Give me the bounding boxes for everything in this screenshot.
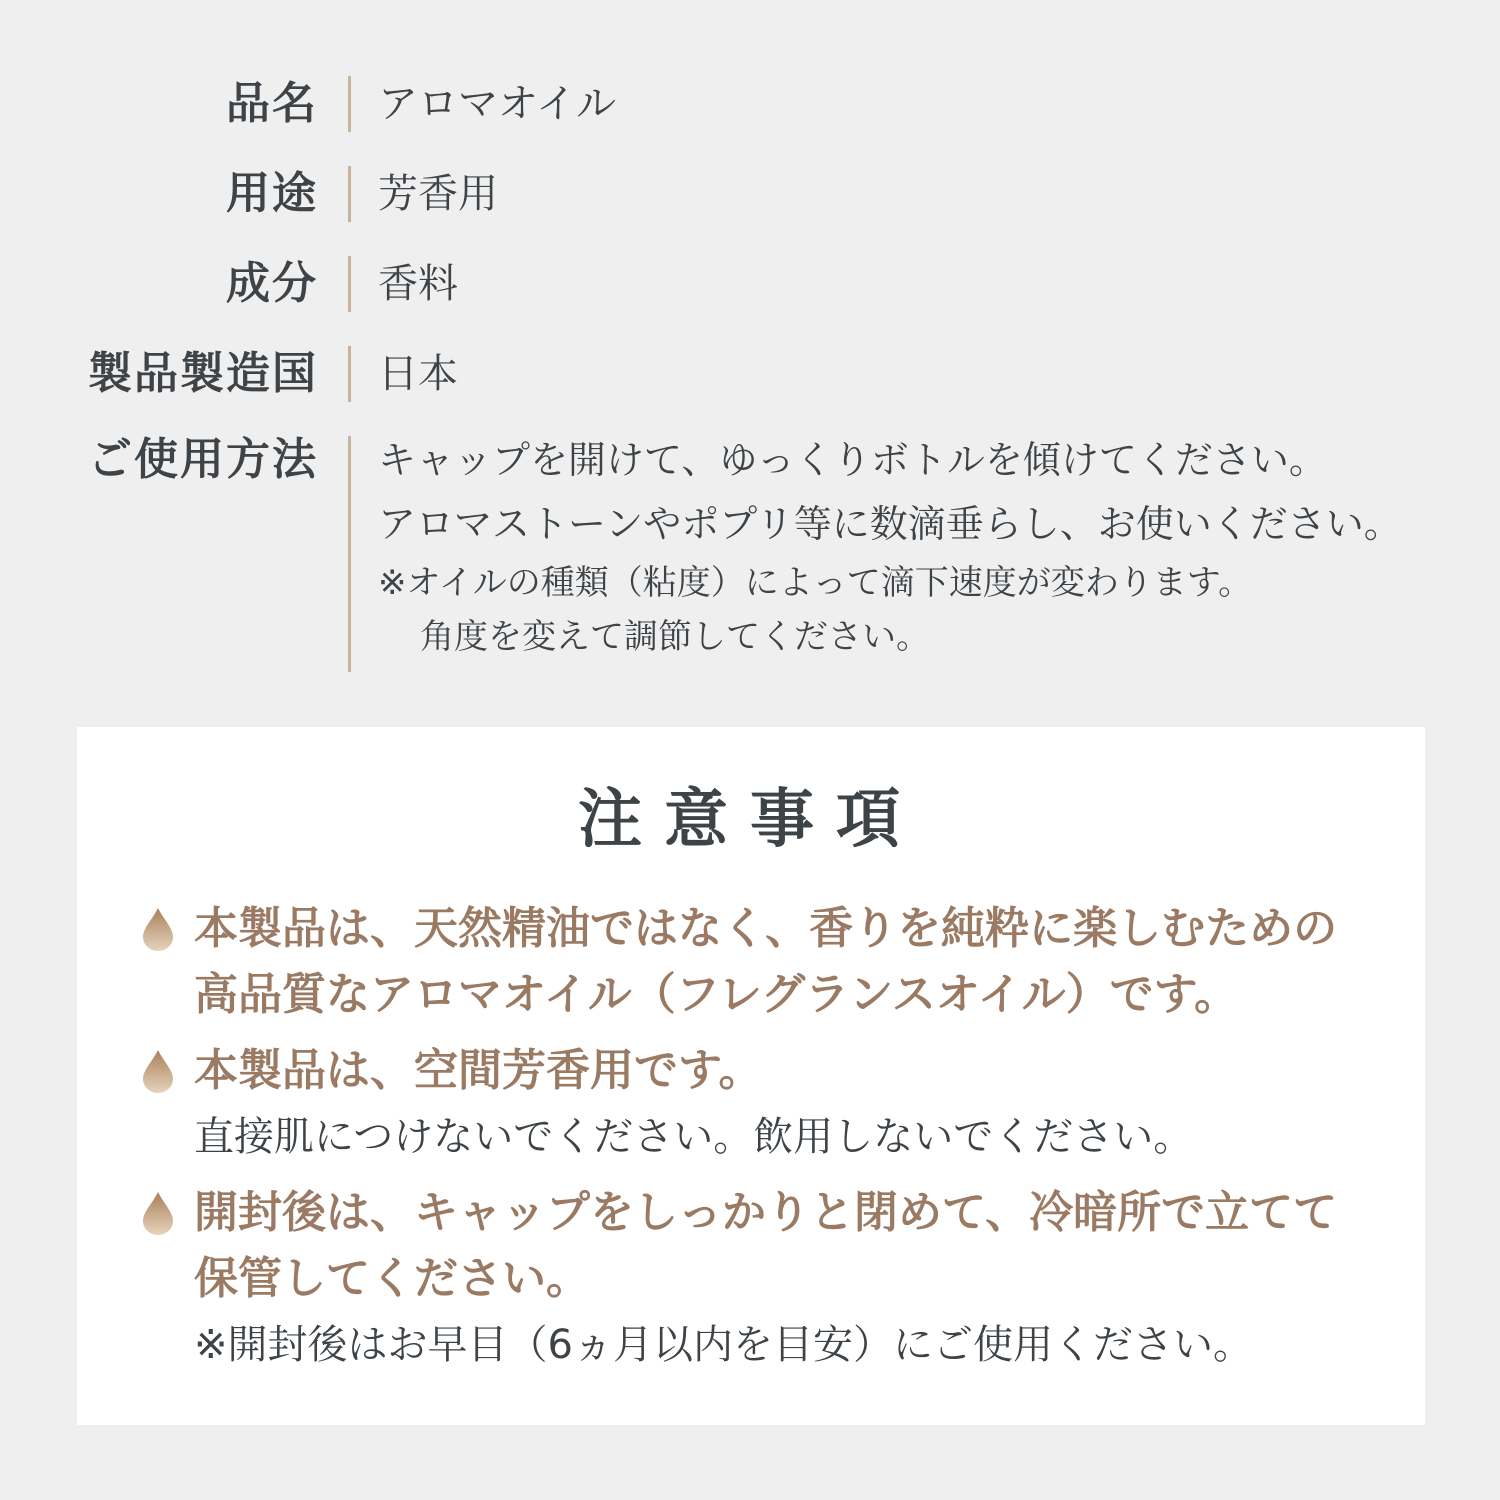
caution-plain: ※開封後はお早目（6ヵ月以内を目安）にご使用ください。 [194,1322,1253,1368]
usage-line: アロマストーンやポプリ等に数滴垂らし、お使いください。 [378,502,1402,546]
spec-divider [348,76,351,132]
oil-drop-icon [140,1190,176,1236]
usage-text [378,428,1402,664]
caution-item-text [194,1180,1337,1378]
spec-label: 成分 [226,258,318,309]
spec-divider [348,166,351,222]
spec-divider [348,346,351,402]
spec-divider [348,256,351,312]
spec-label: 用途 [226,168,318,219]
caution-emphasis: 保管してください。 [194,1253,590,1304]
spec-divider [348,436,351,672]
spec-label: ご使用方法 [88,434,318,485]
caution-plain: 直接肌につけないでください。飲用しないでください。 [194,1114,1194,1160]
caution-emphasis: 開封後は、キャップをしっかりと閉めて、冷暗所で立てて [194,1187,1338,1238]
oil-drop-icon [140,906,176,952]
spec-value: アロマオイル [378,81,616,127]
usage-line: キャップを開けて、ゆっくりボトルを傾けてください。 [378,438,1327,482]
caution-title: 注意事項 [578,782,922,857]
oil-drop-icon [140,1048,176,1094]
spec-label: 製品製造国 [88,348,318,399]
usage-note: ※オイルの種類（粘度）によって滴下速度が変わります。 [378,563,1253,603]
spec-value: 芳香用 [378,171,498,217]
caution-emphasis: 本製品は、空間芳香用です。 [194,1045,763,1096]
spec-label: 品名 [226,78,318,129]
usage-note: 角度を変えて調節してください。 [420,617,930,657]
caution-item-text [194,1038,1193,1170]
spec-value: 日本 [378,351,458,397]
caution-emphasis: 高品質なアロマオイル（フレグランスオイル）です。 [194,969,1239,1020]
spec-value: 香料 [378,261,458,307]
caution-emphasis: 本製品は、天然精油ではなく、香りを純粋に楽しむための [194,903,1338,954]
caution-item-text [194,896,1337,1028]
